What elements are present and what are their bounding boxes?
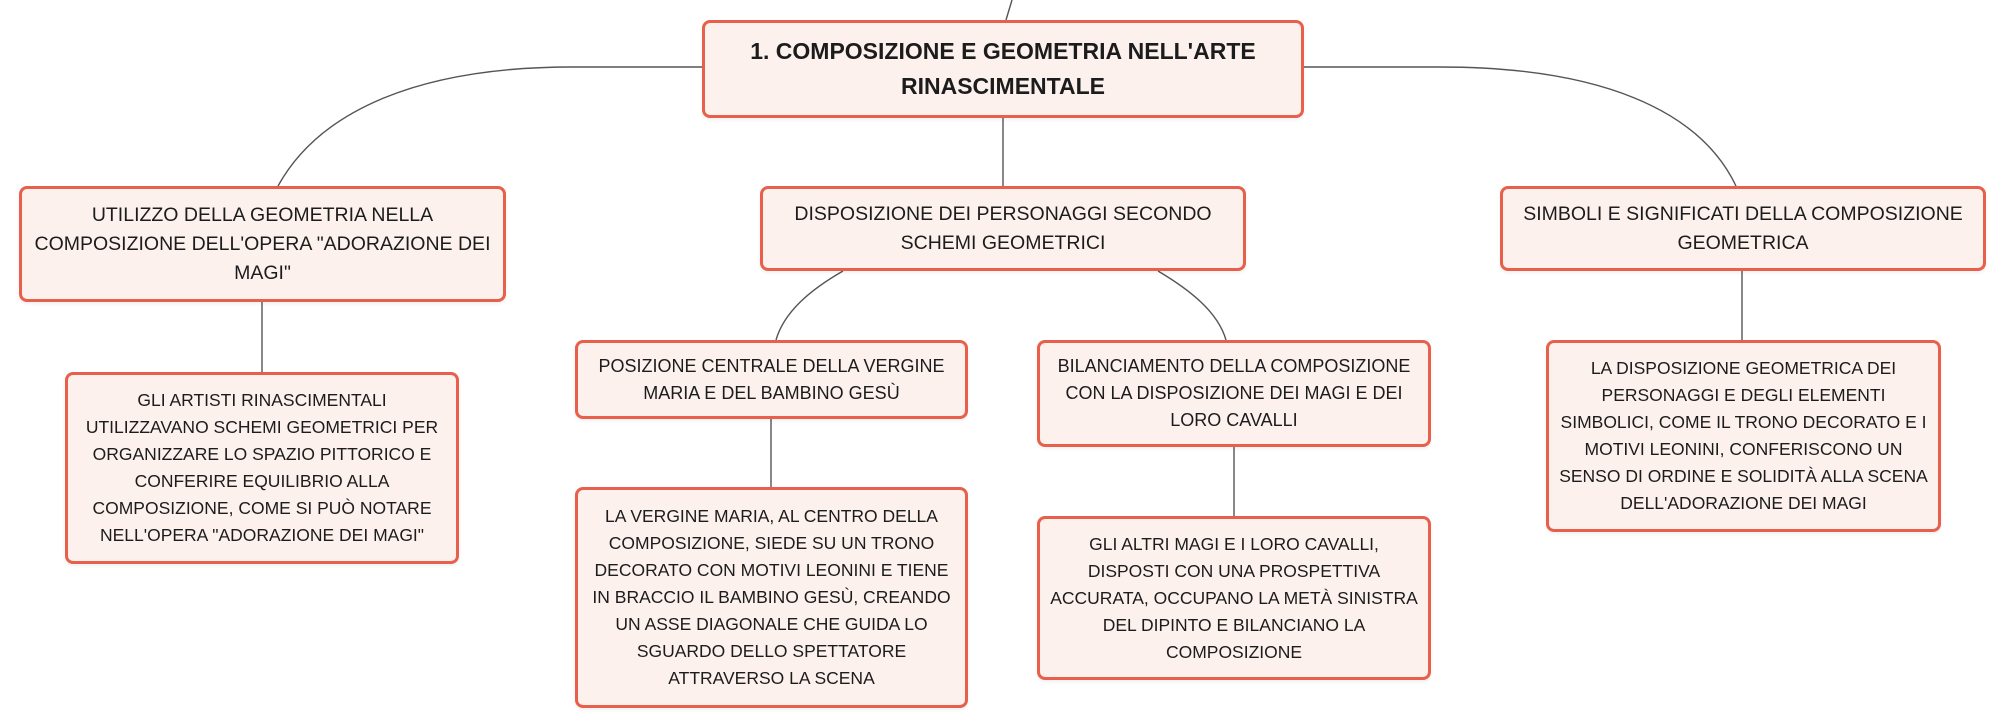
branch-label: SIMBOLI E SIGNIFICATI DELLA COMPOSIZIONE GEOMETRICA bbox=[1523, 202, 1963, 254]
subtopic-central-position[interactable] bbox=[575, 340, 968, 419]
leaf-geometric-symbols[interactable] bbox=[1546, 340, 1941, 532]
subtopic-balance[interactable] bbox=[1037, 340, 1431, 447]
leaf-label: GLI ARTISTI RINASCIMENTALI UTILIZZAVANO SCHEMI GEOMETRICI PER ORGANIZZARE LO SPAZIO PITTORICO E CONFERIRE EQUILIBRIO ALLA COMPOSIZIONE, COME SI PUÒ NOTARE NELL'OPERA "ADORAZIONE DEI MAGI" bbox=[85, 390, 439, 545]
leaf-label: LA VERGINE MARIA, AL CENTRO DELLA COMPOSIZIONE, SIEDE SU UN TRONO DECORATO CON MOTIVI LEONINI E TIENE IN BRACCIO IL BAMBINO GESÙ, CREANDO UN ASSE DIAGONALE CHE GUIDA LO SGUARDO DELLO SPETTATORE ATTRAVERSO LA SCENA bbox=[592, 506, 951, 688]
subtopic-label: BILANCIAMENTO DELLA COMPOSIZIONE CON LA DISPOSIZIONE DEI MAGI E DEI LORO CAVALLI bbox=[1057, 356, 1411, 430]
leaf-virgin-mary[interactable] bbox=[575, 487, 968, 708]
leaf-renaissance-artists[interactable] bbox=[65, 372, 459, 564]
connector-root-to-branch-3 bbox=[1304, 67, 1736, 186]
branch-label: UTILIZZO DELLA GEOMETRIA NELLA COMPOSIZIONE DELL'OPERA "ADORAZIONE DEI MAGI" bbox=[34, 203, 491, 284]
branch-symbols-meanings[interactable] bbox=[1500, 186, 1986, 271]
root-topic-label: 1. COMPOSIZIONE E GEOMETRIA NELL'ARTE RINASCIMENTALE bbox=[750, 38, 1256, 99]
subtopic-label: POSIZIONE CENTRALE DELLA VERGINE MARIA E DEL BAMBINO GESÙ bbox=[598, 355, 945, 403]
leaf-label: LA DISPOSIZIONE GEOMETRICA DEI PERSONAGGI E DEGLI ELEMENTI SIMBOLICI, COME IL TRONO DECORATO E I MOTIVI LEONINI, CONFERISCONO UN SENSO DI ORDINE E SOLIDITÀ ALLA SCENA DELL'ADORAZIONE DEI MAGI bbox=[1559, 358, 1928, 513]
connector-branch-2-to-sub-1 bbox=[776, 271, 843, 340]
branch-label: DISPOSIZIONE DEI PERSONAGGI SECONDO SCHEMI GEOMETRICI bbox=[794, 202, 1212, 254]
root-topic[interactable] bbox=[702, 20, 1304, 118]
connector-top-stub bbox=[1006, 0, 1012, 20]
leaf-other-magi[interactable] bbox=[1037, 516, 1431, 680]
branch-figure-arrangement[interactable] bbox=[760, 186, 1246, 271]
connector-root-to-branch-1 bbox=[278, 67, 702, 186]
branch-geometry-usage[interactable] bbox=[19, 186, 506, 302]
connector-branch-2-to-sub-2 bbox=[1158, 271, 1226, 340]
leaf-label: GLI ALTRI MAGI E I LORO CAVALLI, DISPOSTI CON UNA PROSPETTIVA ACCURATA, OCCUPANO LA METÀ SINISTRA DEL DIPINTO E BILANCIANO LA COMPOSIZIONE bbox=[1050, 533, 1418, 662]
